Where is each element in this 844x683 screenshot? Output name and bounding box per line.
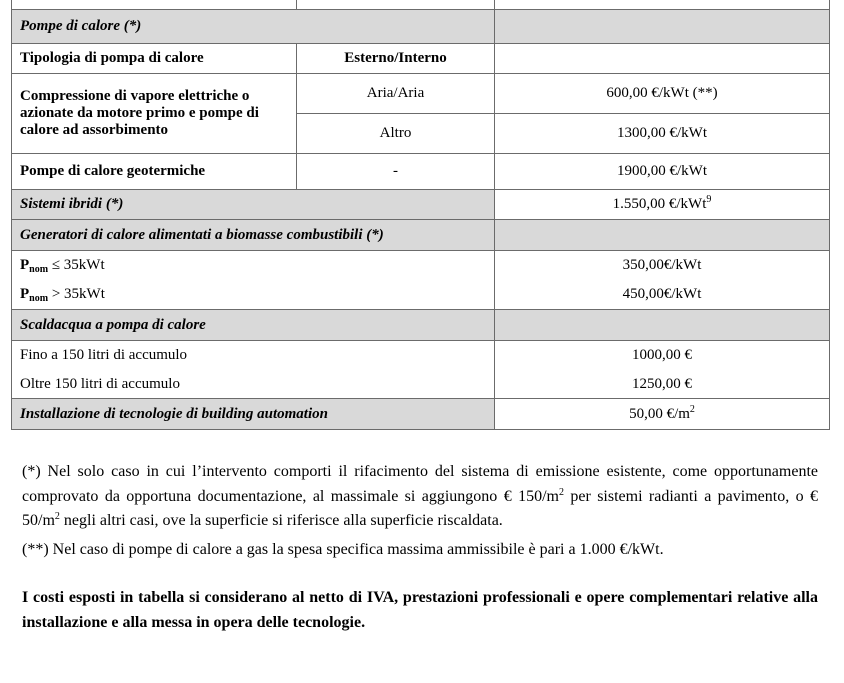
other-value: 1300,00 €/kWt	[495, 114, 830, 154]
over-150-value: 1250,00 €	[495, 371, 830, 399]
air-air-value: 600,00 €/kWt (**)	[495, 74, 830, 114]
building-automation-label: Installazione di tecnologie di building automation	[12, 399, 495, 430]
cost-table	[11, 0, 830, 430]
section-water-heater: Scaldacqua a pompa di calore	[12, 310, 495, 341]
note-1: (*) Nel solo caso in cui l’intervento comporti il rifacimento del sistema di emissione esistente, come opportunamente comprovato da opportuna documentazione, al massimale si aggiungono € $150/m^2$ per sistemi radianti a pavimento, o € $50/m^2$ negli altri casi, ove la superficie si riferisce alla superficie riscaldata.	[22, 463, 819, 529]
geo-ext: -	[297, 154, 495, 190]
table-row	[12, 399, 830, 430]
section-heat-pumps: Pompe di calore (*)	[12, 10, 495, 44]
hybrid-label: Sistemi ibridi (*)	[12, 190, 495, 220]
over-150-label: Oltre 150 litri di accumulo	[12, 371, 495, 399]
col-header-ext-int: Esterno/Interno	[297, 44, 495, 74]
geo-value: 1900,00 €/kWt	[495, 154, 830, 190]
table-row	[12, 44, 830, 74]
table-row	[12, 74, 830, 114]
col-header-type: Tipologia di pompa di calore	[12, 44, 297, 74]
final-statement: I costi esposti in tabella si considerano al netto di IVA, prestazioni professionali e opere complementari relative alla installazione e alla messa in opera delle tecnologie.	[22, 589, 818, 631]
table-row	[12, 251, 830, 281]
hybrid-footnote: 9	[706, 194, 712, 205]
pnom-le-label: $P_{nom} \le 35kWt$	[12, 251, 495, 281]
building-automation-value-cell: 50,00 $€/m^2$	[495, 399, 830, 430]
hybrid-value: 1.550,00 €/kWt	[612, 196, 707, 212]
table-row	[12, 341, 830, 371]
up-to-150-value: 1000,00 €	[495, 341, 830, 371]
other-label: Altro	[297, 114, 495, 154]
table-row	[12, 190, 830, 220]
table-row-top	[12, 0, 830, 10]
pnom-gt-label: $P_{nom} > 35kWt$	[12, 281, 495, 310]
notes	[22, 460, 818, 635]
hybrid-value-cell	[495, 190, 830, 220]
geo-label: Pompe di calore geotermiche	[12, 154, 297, 190]
table-row	[12, 281, 830, 310]
note-2: (**) Nel caso di pompe di calore a gas la spesa specifica massima ammissibile è pari a 1.000 €/kWt.	[22, 540, 664, 558]
compression-label: Compressione di vapore elettriche o azionate da motore primo e pompe di calore ad assorbimento	[12, 74, 297, 154]
table-row	[12, 10, 830, 44]
pnom-le-value: 350,00€/kWt	[495, 251, 830, 281]
table-row	[12, 310, 830, 341]
pnom-gt-value: 450,00€/kWt	[495, 281, 830, 310]
up-to-150-label: Fino a 150 litri di accumulo	[12, 341, 495, 371]
table-row	[12, 154, 830, 190]
air-air-label: Aria/Aria	[297, 74, 495, 114]
table-row	[12, 371, 830, 399]
section-biomass: Generatori di calore alimentati a biomasse combustibili (*)	[12, 220, 495, 251]
building-automation-value: 50,00 €/m	[629, 405, 690, 422]
table-row	[12, 220, 830, 251]
